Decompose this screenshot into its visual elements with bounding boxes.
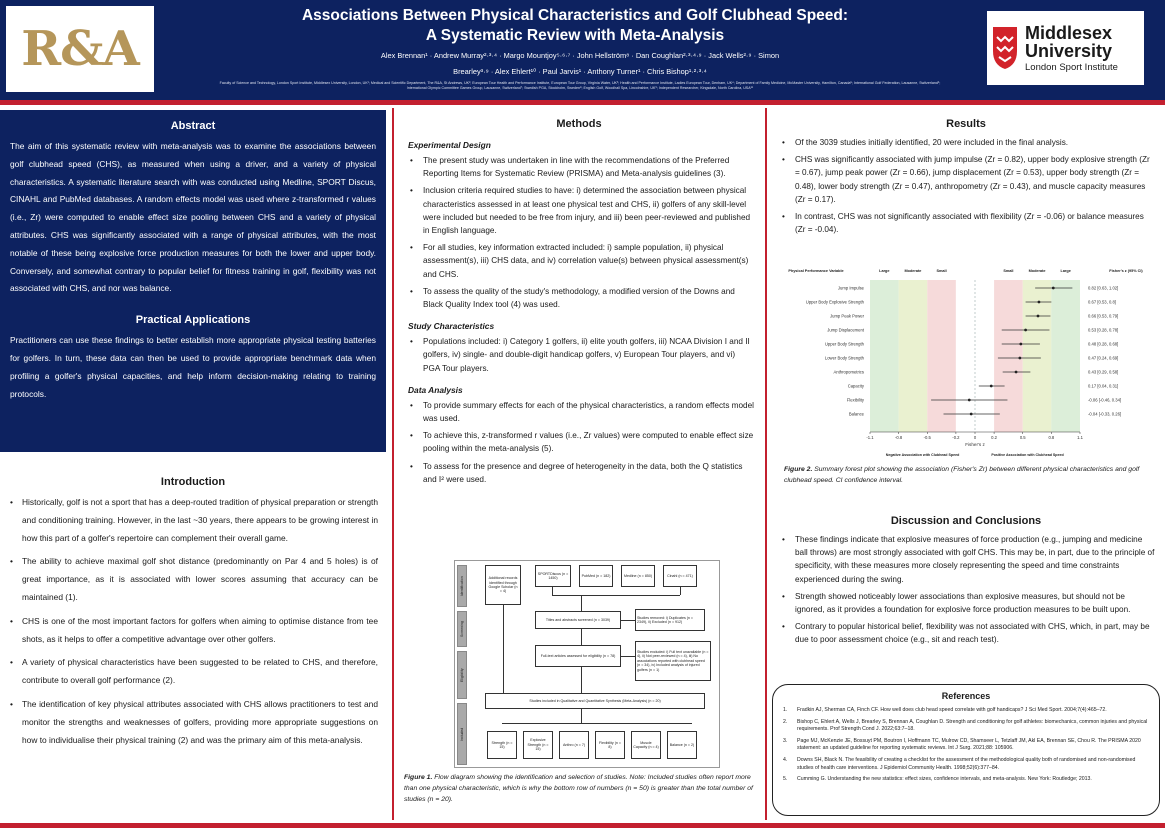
band-large-negative: [870, 280, 899, 432]
flow-connector: [552, 595, 680, 596]
x-tick-label: -0.5: [923, 435, 931, 440]
references-list: [783, 707, 1149, 784]
flow-box-capacity: Muscle Capacity (n = 4): [631, 731, 661, 759]
figure-1-caption-text: Flow diagram showing the identification and selection of studies. Note: Included studies often report more than one physical characteristic, which is why the bottom row of numbers (n = 50) is greater than the total number of studies (n = 20).: [404, 774, 753, 803]
footer-divider: [0, 823, 1165, 828]
x-tick-label: -0.2: [952, 435, 960, 440]
forest-point: [990, 385, 993, 388]
reference-text: Downs SH, Black N. The feasibility of creating a checklist for the assessment of the methodological quality both of randomised and non-randomised studies of health care interventions. J Epidemiol Community Health. 1998;52(6):377–84.: [797, 756, 1136, 771]
list-item: • In contrast, CHS was not significantly associated with flexibility (Zr = -0.06) or balance measures (Zr = -0.04).: [780, 210, 1156, 236]
reference-text: Fradkin AJ, Sherman CA, Finch CF. How well does club head speed correlate with golf handicaps? J Sci Med Sport. 2004;7(4):465–72.: [797, 707, 1107, 713]
forest-row-label: Upper Body Strength: [824, 341, 864, 347]
band-large-positive: [1051, 280, 1080, 432]
list-item: • Inclusion criteria required studies to have: i) determined the association between physical characteristics assessed in at least one physical test and CHS, ii) golfers of any skill-level were included but needed to be free from injury, and iii) been peer-reviewed and published in English language.: [408, 184, 754, 237]
figure-1-label: Figure 1.: [404, 774, 433, 781]
effect-label: Moderate: [1028, 269, 1046, 273]
flow-box-cinahl: Cinahl (n = 471): [663, 565, 697, 587]
list-item: • To assess for the presence and degree of heterogeneity in the data, both the Q statistics and I² were used.: [408, 460, 754, 486]
forest-point: [968, 399, 971, 402]
flow-connector: [581, 595, 582, 611]
x-tick-label: -1.1: [866, 435, 874, 440]
forest-row-label: Jump Impulse: [837, 285, 864, 291]
forest-row-label: Jump Displacement: [827, 327, 864, 333]
column-divider-2: [765, 108, 767, 820]
flow-connector: [552, 587, 553, 595]
references-box: [772, 684, 1160, 816]
title-line-1: Associations Between Physical Characteristics and Golf Clubhead Speed:: [301, 7, 849, 24]
list-item: • Historically, golf is not a sport that has a deep-routed tradition of physical preparation or strength and conditioning training. However, in the last ~30 years, there appears to be growing interest in how this part of a golfer's repertoire can complement their overall game.: [8, 494, 378, 547]
reference-text: Page MJ, McKenzie JE, Bossuyt PM, Boutron I, Hoffmann TC, Mulrow CD, Shamseer L, Tetzlaff JM, Akl EA, Brennan SE, Chou R. The PRISMA 2020 statement: an updated guideline for reporting systematic reviews. Int J Surg. 2021;88: 105906.: [797, 737, 1141, 752]
abstract-text: The aim of this systematic review with meta-analysis was to examine the associations between golf clubhead speed (CHS), as measured when using a driver, and a variety of physical characteristics. A systematic literature search with was conducted using Medline, SPORT Discus, CINAHL and PubMed databases. A random effects model was used where z-transformed r values (i.e., Zr) were computed to enable effect size pooling between CHS and a variety of physical attributes. CHS was significantly associated with a range of physical attributes, with the most notable of these being explosive force production measures for both the lower and upper body. Conversely, and somewhat contrary to popular belief for fitness training in golf, flexibility was not associated with CHS, and nor was balance.: [10, 141, 376, 294]
forest-row-label: Lower Body Strength: [824, 355, 864, 361]
effect-label: Large: [1060, 269, 1071, 273]
flow-box-included: Studies included in Qualitative and Quantitative Synthesis (Meta-Analysis) (n = 20): [485, 693, 705, 709]
flow-box-flexibility: Flexibility (n = 8): [595, 731, 625, 759]
list-item: • For all studies, key information extracted included: i) sample population, ii) physical assessment(s), iii) CHS data, and iv) correlation value(s) between physical assessment(s) and CHS.: [408, 241, 754, 281]
flow-box-fulltext: Full-text articles assessed for eligibility (n = 78): [535, 645, 621, 667]
effect-label: Small: [936, 269, 947, 273]
positive-association-label: Positive Association with Clubhead Speed: [991, 453, 1064, 457]
middlesex-logo-line-1: Middlesex: [1025, 22, 1113, 43]
reference-item: 2. Bishop C, Ehlert A, Wells J, Brearley S, Brennan A, Coughlan D. Strength and conditioning for golf athletes: biomechanics, common injuries and physical requirements. Prof Strength Cond J. 2022;63:7–18.: [783, 718, 1148, 733]
forest-ci-label: 0.17 [0.04, 0.31]: [1088, 383, 1119, 389]
flow-connector: [621, 620, 635, 621]
flow-side-label: Identification: [457, 565, 467, 607]
x-tick-label: 0: [973, 435, 977, 440]
forest-ci-label: 0.66 [0.53, 0.79]: [1088, 313, 1119, 319]
forest-ci-label: 0.67 [0.53, 0.8]: [1088, 299, 1116, 305]
reference-item: 1. Fradkin AJ, Sherman CA, Finch CF. How well does club head speed correlate with golf handicaps? J Sci Med Sport. 2004;7(4):465–72.: [783, 707, 1107, 713]
list-item: • The ability to achieve maximal golf shot distance (predominantly on Par 4 and 5 holes) is of great importance, as it is associated with lower scores assuming that accuracy can be maintained (1).: [8, 553, 378, 606]
forest-plot: [776, 260, 1160, 460]
x-tick-label: 0.5: [1019, 435, 1026, 440]
authors-line-1: Alex Brennan¹ · Andrew Murray²·³·⁴ · Margo Mountjoy⁵·⁶·⁷ · John Hellström⁸ · Dan Coughlan²·³·⁴·⁹ · Jack Wells²·⁹ · Simon: [380, 51, 780, 60]
forest-row-label: Capacity: [847, 383, 864, 389]
list-item: • Contrary to popular historical belief, flexibility was not associated with CHS, which, in part, may be due to poor assessment choice (e.g., sit and reach test).: [780, 620, 1156, 646]
forest-row-label: Anthropometrics: [833, 369, 864, 375]
prisma-flow-diagram: [454, 560, 720, 768]
flow-side-label: Eligibility: [457, 651, 467, 699]
introduction-heading: Introduction: [160, 476, 226, 488]
introduction-section: [0, 476, 386, 755]
flow-connector: [581, 667, 582, 693]
results-section: [772, 118, 1160, 240]
discussion-heading: Discussion and Conclusions: [890, 515, 1042, 527]
forest-ci-label: -0.06 [-0.46, 0.34]: [1088, 397, 1122, 403]
design-list: [400, 154, 758, 311]
randa-logo-text: R&A: [21, 21, 139, 77]
practical-text: Practitioners can use these findings to better establish more appropriate physical testing batteries for golfers. In turn, these data can then be used to provide appropriate benchmark data when profiling a golfer's physical capacities, and help inform decision-making relating to training protocols.: [10, 335, 376, 399]
authors-line-2: Brearley³·⁹ · Alex Ehlert¹⁰ · Paul Jarvis¹ · Anthony Turner¹ · Chris Bishop¹·²·³·⁴: [453, 67, 707, 76]
forest-ci-label: 0.53 [0.28, 0.78]: [1088, 327, 1119, 333]
middlesex-logo-line-2: University: [1025, 40, 1113, 61]
analysis-list: [400, 399, 758, 486]
methods-section: [400, 118, 758, 490]
affiliations: Faculty of Science and Technology, London Sport Institute, Middlesex University, London, UK¹; Medical and Scientific Department, The R&A, St Andrews, UK²; European Tour Health and Performance Institute, European Tour Group, Virginia Water, UK³; Health and Performance Institute, Ladies European Tour, Denham, UK⁴; Department of Family Medicine, McMaster University, Hamilton, Canada⁵; International Golf Federation, Lausanne, Switzerland⁶; International Olympic Committee Games Group, Lausanne, Switzerland⁷; Swedish PGA, Stockholm, Sweden⁸; English Golf, Woodhall Spa, Lincolnshire, UK⁹; Independent Researcher, Kingsdale, North Carolina, USA¹⁰: [219, 81, 941, 90]
reference-text: Bishop C, Ehlert A, Wells J, Brearley S, Brennan A, Coughlan D. Strength and conditioning for golf athletes: biomechanics, common injuries and physical requirements. Prof Strength Cond J. 2022;63:7–18.: [797, 718, 1148, 733]
introduction-list: [8, 494, 378, 749]
effect-label: Moderate: [904, 269, 922, 273]
results-heading: Results: [946, 118, 986, 130]
forest-point: [1052, 287, 1055, 290]
flow-connector: [503, 605, 504, 693]
list-item: • The identification of key physical attributes associated with CHS allows practitioners to test and monitor the strengths and weaknesses of golfers, providing more appropriate suggestions on how to individualise their physical training (2) and was the primary aim of this meta-analysis.: [8, 696, 378, 749]
forest-point: [1015, 371, 1018, 374]
abstract-heading: Abstract: [170, 120, 216, 132]
reference-item: 3. Page MJ, McKenzie JE, Bossuyt PM, Boutron I, Hoffmann TC, Mulrow CD, Shamseer L, Tetzlaff JM, Akl EA, Brennan SE, Chou R. The PRISMA 2020 statement: an updated guideline for reporting systematic reviews. Int J Surg. 2021;88: 105906.: [783, 737, 1141, 752]
x-tick-label: 0.2: [991, 435, 998, 440]
effect-label: Small: [1003, 269, 1014, 273]
reference-item: 5. Cumming G. Understanding the new statistics: effect sizes, confidence intervals, and meta-analysis. New York: Routledge; 2013.: [783, 776, 1092, 783]
forest-row-label: Jump Peak Power: [830, 313, 864, 319]
forest-point: [1037, 315, 1040, 318]
poster-title: [170, 6, 980, 46]
study-heading: Study Characteristics: [408, 321, 495, 332]
effect-label: Large: [879, 269, 890, 273]
practical-heading: Practical Applications: [135, 314, 251, 327]
band-small-positive: [994, 280, 1023, 432]
band-moderate-positive: [1023, 280, 1052, 432]
flow-connector: [502, 723, 692, 724]
study-list: [400, 335, 758, 375]
forest-ci-label: -0.04 [-0.33, 0.26]: [1088, 411, 1122, 417]
flow-connector: [581, 709, 582, 723]
middlesex-logo: [987, 11, 1144, 85]
column-divider-1: [392, 108, 394, 820]
figure-2-caption-text: Summary forest plot showing the association (Fisher's Zr) between different physical characteristics and golf clubhead speed. CI confidence interval.: [784, 466, 1140, 484]
list-item: • CHS is one of the most important factors for golfers when aiming to optimise distance from tee shots, as it helps to offer a competitive advantage over other golfers.: [8, 613, 378, 649]
randa-logo: [6, 6, 154, 92]
middlesex-logo-line-3: London Sport Institute: [1025, 61, 1118, 73]
list-item: • To provide summary effects for each of the physical characteristics, a random effects model was used.: [408, 399, 754, 425]
methods-heading: Methods: [556, 118, 602, 130]
list-item: • A variety of physical characteristics have been suggested to be related to CHS, and therefore, contribute to overall golf performance (2).: [8, 654, 378, 690]
flow-box-removed: Studies removed: i) Duplicates (n = 2349), ii) Excluded (n = 912): [635, 609, 705, 631]
flow-connector: [581, 629, 582, 645]
flow-box-explosive: Explosive Strength (n = 15): [523, 731, 553, 759]
forest-point: [1024, 329, 1027, 332]
forest-point: [1019, 343, 1022, 346]
x-tick-label: 0.8: [1048, 435, 1055, 440]
list-item: • Of the 3039 studies initially identified, 20 were included in the final analysis.: [780, 136, 1156, 149]
flow-box-sportdiscus: SPORTDiscus (n = 1450): [535, 565, 571, 587]
reference-item: 4. Downs SH, Black N. The feasibility of creating a checklist for the assessment of the methodological quality both of randomised and non-randomised studies of health care interventions. J Epidemiol Community Health. 1998;52(6):377–84.: [783, 756, 1136, 771]
forest-ci-label: 0.48 [0.28, 0.68]: [1088, 341, 1119, 347]
abstract-panel: [0, 110, 386, 452]
discussion-list: [772, 533, 1160, 647]
reference-text: Cumming G. Understanding the new statistics: effect sizes, confidence intervals, and meta-analysis. New York: Routledge; 2013.: [797, 776, 1092, 783]
flow-box-screened: Titles and abstracts screened (n = 3039): [535, 611, 621, 629]
list-item: • To achieve this, z-transformed r values (i.e., Zr values) were computed to enable effect size pooling within the meta-analysis (5).: [408, 429, 754, 455]
header-divider: [0, 100, 1165, 105]
flow-box-medline: Medline (n = 850): [621, 565, 655, 587]
list-item: • These findings indicate that explosive measures of force production (e.g., jumping and medicine ball throws) are most strongly associated with golf CHS. This may be, in part, due to the principle of specificity, with these measures more closely representing the speed and time constraints experienced during the swing.: [780, 533, 1156, 586]
forest-row-label: Flexibility: [846, 397, 864, 403]
analysis-heading: Data Analysis: [408, 384, 463, 395]
list-item: • Populations included: i) Category 1 golfers, ii) elite youth golfers, iii) NCAA Division I and II golfers, iv) single- and double-digit handicap golfers, v) European Tour players, and vi) PGA Tour players.: [408, 335, 754, 375]
flow-box-pubmed: PubMed (n = 182): [579, 565, 613, 587]
x-axis-label: Fisher's z: [965, 442, 985, 447]
band-small-negative: [927, 280, 956, 432]
forest-point: [970, 413, 973, 416]
list-item: • To assess the quality of the study's methodology, a modified version of the Downs and Black Quality Index tool (4) was used.: [408, 285, 754, 311]
forest-ci-label: 0.82 [0.63, 1.02]: [1088, 285, 1119, 291]
forest-row-label: Upper Body Explosive Strength: [805, 299, 864, 305]
results-list: [772, 136, 1160, 236]
flow-box-google: Additional records identified through Google Scholar (n = 4): [485, 565, 521, 605]
negative-association-label: Negative Association with Clubhead Speed: [885, 453, 960, 457]
flow-connector: [621, 656, 635, 657]
flow-box-anthro: Anthro (n = 7): [559, 731, 589, 759]
flow-box-strength: Strength (n = 15): [487, 731, 517, 759]
middlesex-crest-icon: [991, 25, 1019, 71]
references-heading: References: [941, 691, 991, 701]
x-tick-label: 1.1: [1077, 435, 1083, 440]
band-moderate-negative: [899, 280, 928, 432]
figure-2-caption: [784, 464, 1158, 486]
title-line-2: A Systematic Review with Meta-Analysis: [425, 27, 725, 44]
forest-ci-label: 0.43 [0.29, 0.58]: [1088, 369, 1119, 375]
column-header-ci: Fisher's z (95% CI): [1109, 269, 1143, 273]
poster-header: [0, 0, 1165, 100]
design-heading: Experimental Design: [408, 140, 491, 150]
forest-ci-label: 0.47 [0.24, 0.69]: [1088, 355, 1119, 361]
discussion-section: [772, 515, 1160, 651]
practical-applications: [10, 314, 376, 403]
list-item: • Strength showed noticeably lower associations than explosive measures, but should not be ignored, as it provides a foundation for explosive force production measures to be built upon.: [780, 590, 1156, 616]
flow-side-label: Included: [457, 703, 467, 765]
x-tick-label: -0.8: [895, 435, 903, 440]
flow-box-excluded: Studies excluded: i) Full text unavailable (n = 4), ii) Not peer-reviewed (n = 4), iii) No associations reported with clubhead speed (n = 34), iv) Included analysis of injured golfers (n = 1): [635, 641, 711, 681]
list-item: • CHS was significantly associated with jump impulse (Zr = 0.82), upper body explosive strength (Zr = 0.67), jump peak power (Zr = 0.66), jump displacement (Zr = 0.53), upper body strength (Zr = 0.48), lower body strength (Zr = 0.47), anthropometry (Zr = 0.43), and muscle capacity measures (Zr = 0.17).: [780, 153, 1156, 206]
forest-point: [1018, 357, 1021, 360]
column-header-variable: Physical Performance Variable: [788, 269, 844, 273]
flow-side-label: Screening: [457, 611, 467, 647]
figure-1-caption: [404, 772, 758, 805]
forest-row-label: Balance: [848, 411, 864, 417]
forest-point: [1038, 301, 1041, 304]
list-item: • The present study was undertaken in line with the recommendations of the Preferred Reporting Items for Systematic Review (PRISMA) and Meta-analysis guidelines (3).: [408, 154, 754, 180]
flow-connector: [680, 587, 681, 595]
flow-box-balance: Balance (n = 2): [667, 731, 697, 759]
figure-2-label: Figure 2.: [784, 466, 813, 473]
authors: [370, 48, 790, 80]
